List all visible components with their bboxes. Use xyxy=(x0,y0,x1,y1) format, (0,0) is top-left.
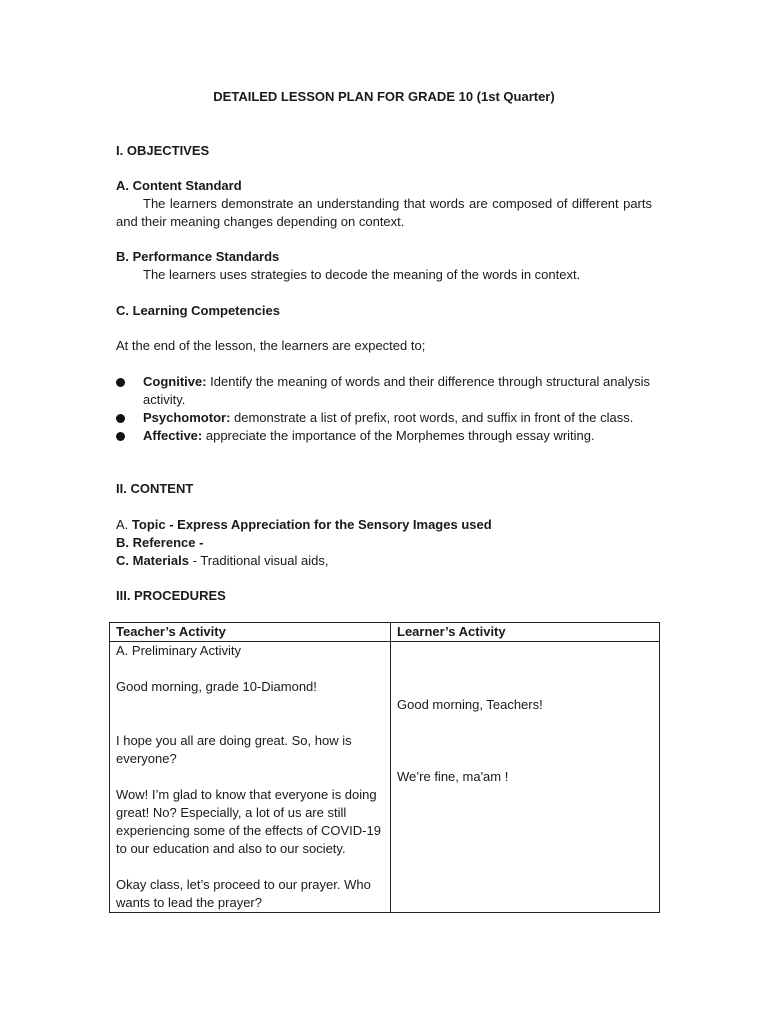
competency-item-psychomotor xyxy=(116,409,652,427)
bullet-icon xyxy=(116,378,125,387)
teacher-greeting: Good morning, grade 10-Diamond! xyxy=(116,679,317,694)
content-reference: B. Reference - xyxy=(116,535,204,550)
teacher-prayer: Okay class, let’s proceed to our prayer. Who wants to lead the prayer? xyxy=(116,877,371,910)
teacher-hope: I hope you all are doing great. So, how is everyone? xyxy=(116,733,352,766)
teacher-column-header: Teacher’s Activity xyxy=(110,623,391,642)
competency-item-cognitive xyxy=(116,373,652,409)
objectives-heading: I. OBJECTIVES xyxy=(116,143,210,158)
performance-standards-label: B. Performance Standards xyxy=(116,249,280,264)
procedures-table xyxy=(109,622,660,913)
bullet-icon xyxy=(116,432,125,441)
competency-text: Identify the meaning of words and their difference through structural analysis activity. xyxy=(143,374,651,407)
competency-label: Affective: xyxy=(143,428,203,443)
competency-text: demonstrate a list of prefix, root words, and suffix in front of the class. xyxy=(230,410,634,425)
learner-column-header: Learner’s Activity xyxy=(391,623,660,642)
competency-label: Psychomotor: xyxy=(143,410,231,425)
learning-competencies-intro: At the end of the lesson, the learners are expected to; xyxy=(116,338,426,353)
content-standard-label: A. Content Standard xyxy=(116,178,242,193)
learning-competencies-label: C. Learning Competencies xyxy=(116,303,280,318)
performance-standards-text: The learners uses strategies to decode the meaning of the words in context. xyxy=(143,267,581,282)
table-header-row xyxy=(110,623,660,642)
teacher-activity-cell xyxy=(110,642,391,913)
bullet-icon xyxy=(116,414,125,423)
materials-prefix: C. xyxy=(116,553,133,568)
preliminary-activity: A. Preliminary Activity xyxy=(116,643,241,658)
materials-label: Materials xyxy=(132,553,189,568)
competency-list xyxy=(116,373,652,445)
learner-activity-cell xyxy=(391,642,660,913)
materials-text: - Traditional visual aids, xyxy=(189,553,329,568)
content-topic xyxy=(116,516,652,534)
learner-fine: We’re fine, ma'am ! xyxy=(397,769,509,784)
competency-text: appreciate the importance of the Morphemes through essay writing. xyxy=(202,428,595,443)
content-standard-text: The learners demonstrate an understanding that words are composed of different parts and their meaning changes depending on context. xyxy=(116,196,652,229)
topic-label: Topic - Express Appreciation for the Sensory Images used xyxy=(131,517,492,532)
learner-greeting: Good morning, Teachers! xyxy=(397,697,543,712)
teacher-wow: Wow! I’m glad to know that everyone is doing great! No? Especially, a lot of us are still experiencing some of the effects of COVID-19 to our education and also to our society. xyxy=(116,787,381,856)
document-title: DETAILED LESSON PLAN FOR GRADE 10 (1st Quarter) xyxy=(213,89,555,104)
content-heading: II. CONTENT xyxy=(116,481,194,496)
table-row xyxy=(110,642,660,913)
competency-label: Cognitive: xyxy=(143,374,207,389)
procedures-heading: III. PROCEDURES xyxy=(116,588,226,603)
competency-item-affective xyxy=(116,427,652,445)
content-materials xyxy=(116,552,652,570)
topic-prefix: A. xyxy=(116,517,132,532)
